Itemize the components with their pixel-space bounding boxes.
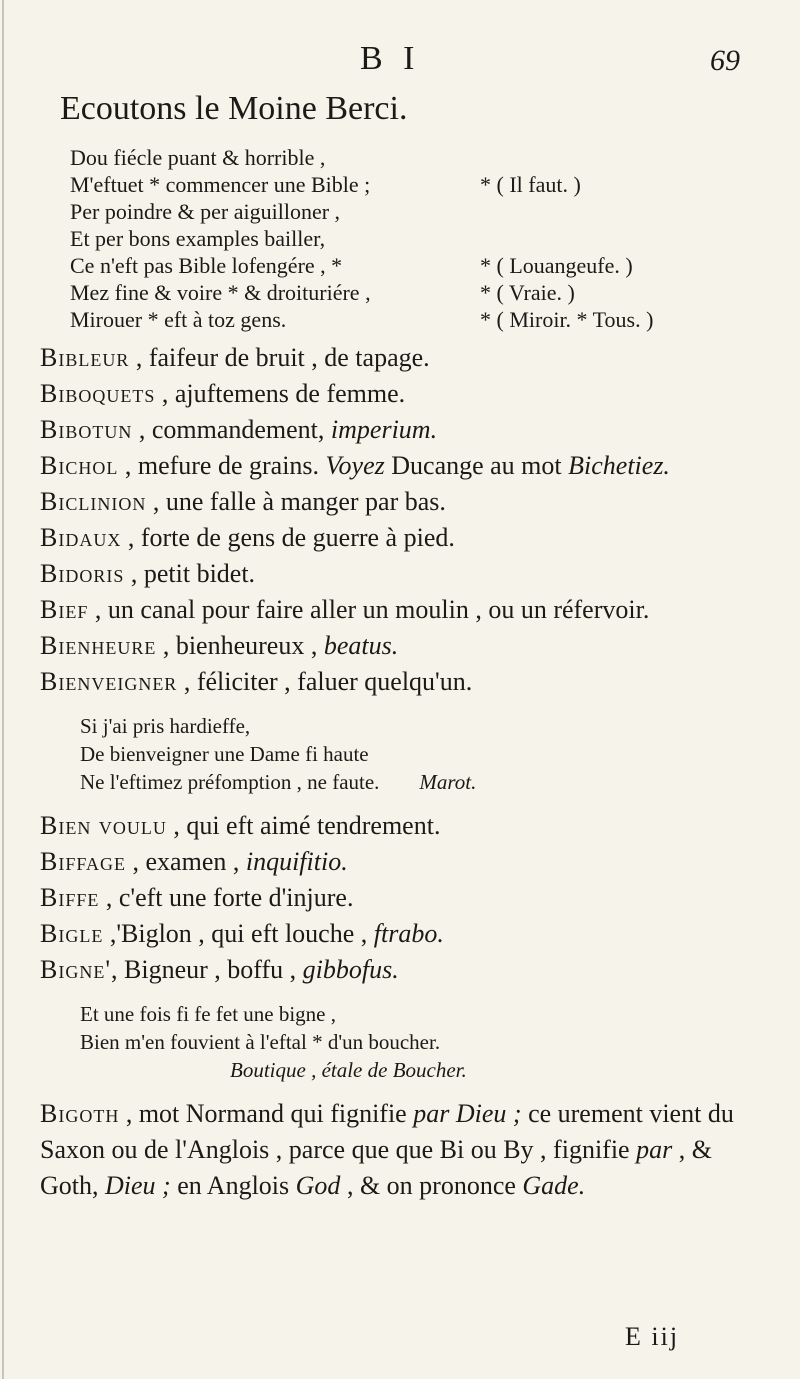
entry: Bigoth , mot Normand qui fignifie par Dieu ; ce urement vient du Saxon ou de l'Anglois , parce que que Bi ou By , fignifie par , & Goth, Dieu ; en Anglois God , & on prononce Gade. bbox=[40, 1099, 734, 1200]
headword: Bief bbox=[40, 595, 89, 624]
entry: Biffe , c'eft une forte d'injure. bbox=[40, 883, 354, 912]
running-head-title: B I bbox=[360, 40, 421, 77]
headword: Biffe bbox=[40, 883, 100, 912]
headword: Biboquets bbox=[40, 379, 156, 408]
margin-gloss: * ( Vraie. ) bbox=[480, 280, 575, 305]
entry: Bienveigner , féliciter , faluer quelqu'un. bbox=[40, 667, 473, 696]
entry: Bien voulu , qui eft aimé tendrement. bbox=[40, 811, 441, 840]
entry: Biclinion , une falle à manger par bas. bbox=[40, 487, 446, 516]
verse-line: Et per bons examples bailler, bbox=[70, 226, 326, 251]
entry: Bibleur , faifeur de bruit , de tapage. bbox=[40, 343, 430, 372]
headword: Bienveigner bbox=[40, 667, 178, 696]
headword: Bigne' bbox=[40, 955, 112, 984]
entry: Bief , un canal pour faire aller un moulin , ou un réfervoir. bbox=[40, 595, 650, 624]
page-edge bbox=[2, 0, 4, 1379]
verse-line: Mirouer * eft à toz gens. * ( Miroir. * Tous. ) bbox=[70, 307, 654, 332]
entry: Bichol , mefure de grains. Voyez Ducange au mot Bichetiez. bbox=[40, 451, 670, 480]
page-number: 69 bbox=[710, 44, 740, 77]
headword: Bien voulu bbox=[40, 811, 167, 840]
headword: Bienheure bbox=[40, 631, 157, 660]
verse-line: Ce n'eft pas Bible lofengére , * * ( Louangeufe. ) bbox=[70, 253, 633, 278]
poem-title: Ecoutons le Moine Berci. bbox=[60, 90, 408, 127]
verse-block bbox=[70, 144, 770, 333]
entry: Bidoris , petit bidet. bbox=[40, 559, 256, 588]
headword: Bichol bbox=[40, 451, 119, 480]
headword: Biffage bbox=[40, 847, 127, 876]
quotation: Et une fois fi fe fet une bigne , Bien m'en fouvient à l'eftal * d'un boucher. Boutique , étale de Boucher. bbox=[80, 1000, 775, 1084]
entry: Bidaux , forte de gens de guerre à pied. bbox=[40, 523, 455, 552]
dictionary-entries bbox=[40, 340, 775, 1204]
headword: Bidaux bbox=[40, 523, 122, 552]
verse-line: Dou fiécle puant & horrible , bbox=[70, 145, 326, 170]
headword: Bibleur bbox=[40, 343, 130, 372]
quote-author: Marot. bbox=[419, 770, 477, 794]
headword: Bigoth bbox=[40, 1099, 120, 1128]
entry: Bigle ,'Biglon , qui eft louche , ftrabo. bbox=[40, 919, 444, 948]
headword: Bibotun bbox=[40, 415, 133, 444]
entry: Biboquets , ajuftemens de femme. bbox=[40, 379, 406, 408]
quote-gloss: Boutique , étale de Boucher. bbox=[230, 1058, 467, 1082]
entry: Biffage , examen , inquifitio. bbox=[40, 847, 348, 876]
signature-mark: E iij bbox=[625, 1322, 680, 1351]
entry: Bigne', Bigneur , boffu , gibbofus. bbox=[40, 955, 399, 984]
verse-line: M'eftuet * commencer une Bible ; * ( Il faut. ) bbox=[70, 172, 581, 197]
margin-gloss: * ( Il faut. ) bbox=[480, 172, 581, 197]
verse-line: Mez fine & voire * & droituriére , * ( Vraie. ) bbox=[70, 280, 575, 305]
margin-gloss: * ( Louangeufe. ) bbox=[480, 253, 633, 278]
headword: Bigle bbox=[40, 919, 104, 948]
margin-gloss: * ( Miroir. * Tous. ) bbox=[480, 307, 654, 332]
headword: Bidoris bbox=[40, 559, 125, 588]
headword: Biclinion bbox=[40, 487, 147, 516]
entry: Bibotun , commandement, imperium. bbox=[40, 415, 438, 444]
quotation: Si j'ai pris hardieffe, De bienveigner une Dame fi haute Ne l'eftimez préfomption , ne faute. Marot. bbox=[80, 714, 477, 794]
running-head bbox=[0, 40, 800, 80]
entry: Bienheure , bienheureux , beatus. bbox=[40, 631, 399, 660]
verse-line: Per poindre & per aiguilloner , bbox=[70, 199, 341, 224]
